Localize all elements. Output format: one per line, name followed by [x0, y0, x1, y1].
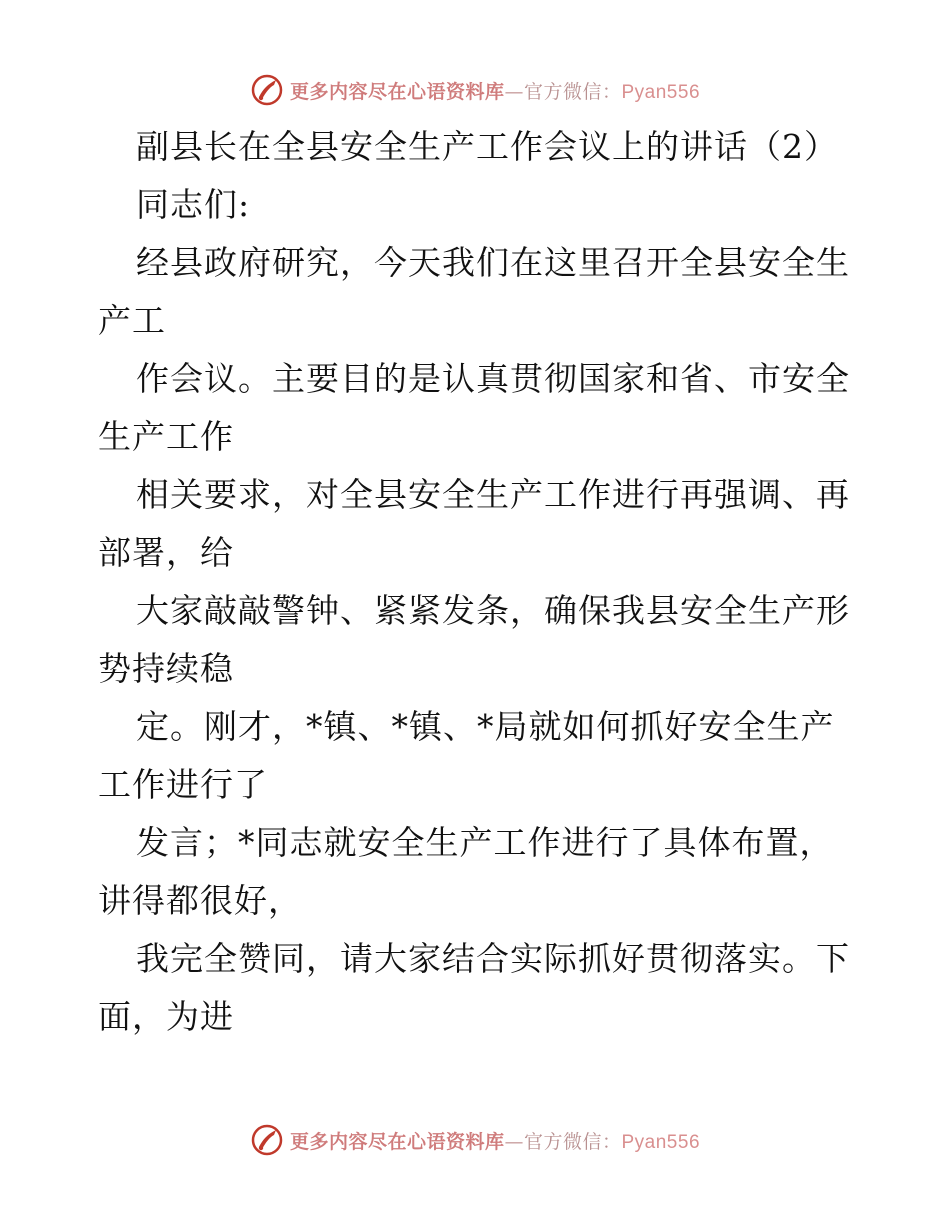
body-line-11: 发言；*同志就安全生产工作进行了具体布置， — [136, 823, 834, 862]
watermark-text — [290, 77, 700, 104]
body-line-7: 大家敲敲警钟、紧紧发条，确保我县安全生产形 — [136, 591, 850, 630]
salutation: 同志们: — [136, 185, 251, 224]
document-title: 副县长在全县安全生产工作会议上的讲话（2） — [136, 127, 838, 166]
body-line-13: 我完全赞同，请大家结合实际抓好贯彻落实。下 — [136, 939, 850, 978]
body-line-5: 相关要求，对全县安全生产工作进行再强调、再 — [136, 475, 850, 514]
watermark-dash: — — [504, 80, 524, 103]
brush-logo-icon — [250, 1123, 284, 1157]
watermark-dash: — — [504, 1130, 524, 1153]
body-line-9: 定。刚才，*镇、*镇、*局就如何抓好安全生产 — [136, 707, 835, 746]
watermark-text — [290, 1127, 700, 1154]
watermark-wechat-label: 官方微信： — [523, 80, 622, 103]
body-line-3: 作会议。主要目的是认真贯彻国家和省、市安全 — [136, 359, 850, 398]
watermark-wechat-label: 官方微信： — [523, 1130, 622, 1153]
body-line-12: 讲得都很好， — [98, 881, 302, 920]
body-line-10: 工作进行了 — [98, 765, 268, 804]
body-line-8: 势持续稳 — [98, 649, 234, 688]
watermark-wechat-id: Pyan556 — [621, 1131, 701, 1153]
watermark-brand: 更多内容尽在心语资料库 — [289, 80, 505, 103]
watermark-banner-top — [0, 70, 950, 110]
body-line-6: 部署，给 — [98, 533, 234, 572]
watermark-wechat-id: Pyan556 — [621, 81, 701, 103]
body-line-1: 经县政府研究，今天我们在这里召开全县安全生 — [136, 243, 850, 282]
document-body — [98, 118, 858, 1046]
body-line-4: 生产工作 — [98, 417, 234, 456]
brush-logo-icon — [250, 73, 284, 107]
watermark-banner-bottom — [0, 1120, 950, 1160]
body-line-14: 面，为进 — [98, 997, 234, 1036]
body-line-2: 产工 — [98, 301, 166, 340]
watermark-brand: 更多内容尽在心语资料库 — [289, 1130, 505, 1153]
